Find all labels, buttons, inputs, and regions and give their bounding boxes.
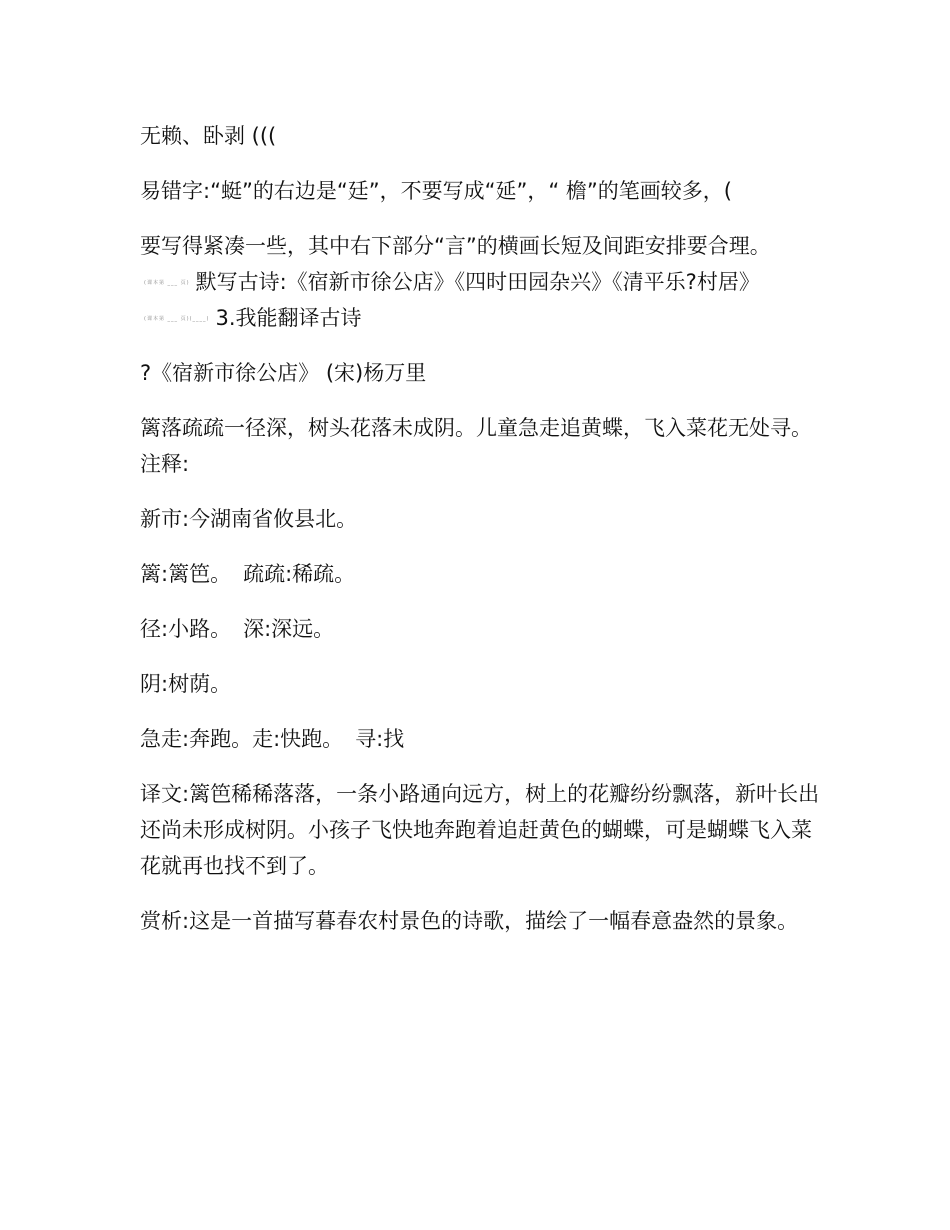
note-jizou-b: 寻:找: [355, 727, 405, 751]
note-jing-a: 径:小路。: [140, 617, 232, 641]
note-jing-b: 深:深远。: [243, 617, 335, 641]
translate-heading: 3.我能翻译古诗: [215, 306, 362, 330]
note-yin: 阴:树荫。: [140, 672, 232, 696]
note-jizou: [140, 721, 820, 757]
document-page: [140, 118, 820, 958]
translation: 译文:篱笆稀稀落落，一条小路通向远方，树上的花瓣纷纷飘落，新叶长出还尚未形成树阴。小孩子飞快地奔跑着追赶黄色的蝴蝶，可是蝴蝶飞入菜花就再也找不到了。: [140, 782, 820, 878]
poem-body: 篱落疏疏一径深，树头花落未成阴。儿童急走追黄蝶，飞入菜花无处寻。 注释:: [140, 416, 812, 476]
appreciation: 赏析:这是一首描写暮春农村景色的诗歌，描绘了一幅春意盎然的景象。: [140, 909, 799, 933]
note-jing: [140, 611, 820, 647]
paragraph-writing-tip: [140, 228, 820, 336]
small-note-2: (课本第 ___ 页)(____): [144, 315, 210, 322]
dictation-text: 默写古诗:《宿新市徐公店》《四时田园杂兴》《清平乐?村居》: [195, 270, 760, 294]
writing-tip-text: 要写得紧凑一些，其中右下部分“言”的横画长短及间距安排要合理。: [140, 234, 771, 258]
note-li-a: 篱:篱笆。: [140, 562, 232, 586]
paragraph-typo-note: 易错字:“蜓”的右边是“廷”，不要写成“延”，“ 檐”的笔画较多，(: [140, 179, 732, 203]
note-xinshi: 新市:今湖南省攸县北。: [140, 507, 358, 531]
poem-title: ?《宿新市徐公店》 (宋)杨万里: [140, 361, 427, 385]
note-li: [140, 556, 820, 592]
small-note-1: (课本第 ___ 页): [144, 279, 190, 286]
paragraph-words: 无赖、卧剥 (((: [140, 124, 277, 148]
note-jizou-a: 急走:奔跑。走:快跑。: [140, 727, 344, 751]
note-li-b: 疏疏:稀疏。: [243, 562, 356, 586]
